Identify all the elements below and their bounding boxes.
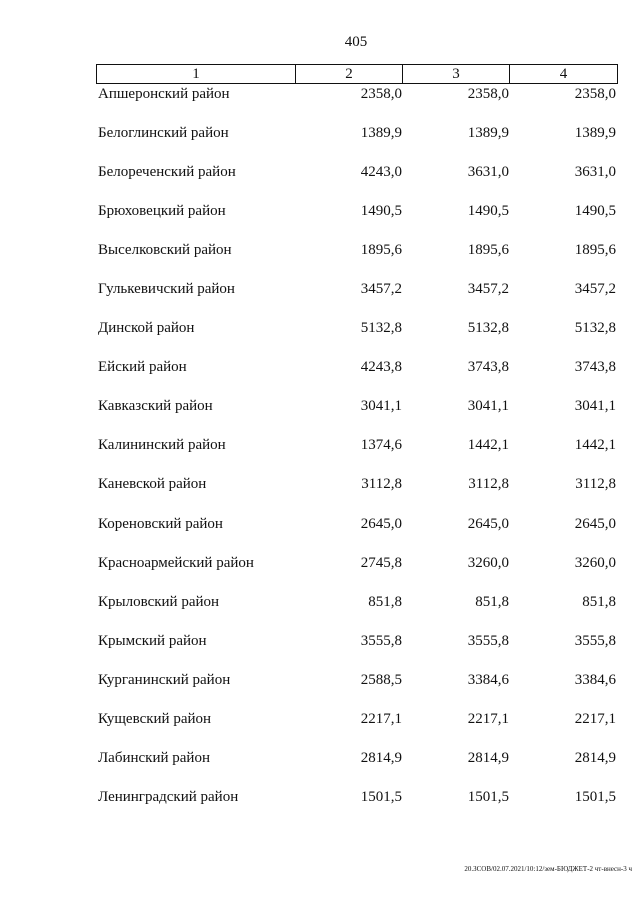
district-name: Каневской район [98, 476, 207, 493]
header-col-3: 3 [403, 65, 510, 84]
value-col-2: 2217,1 [360, 710, 402, 727]
column-header-table [96, 64, 618, 84]
district-name: Белореченский район [98, 164, 236, 181]
value-col-4: 3112,8 [575, 476, 616, 493]
data-rows [0, 84, 640, 826]
value-col-2: 3555,8 [360, 632, 402, 649]
value-col-4: 2814,9 [574, 749, 616, 766]
table-row [0, 84, 640, 123]
value-col-3: 1895,6 [467, 242, 509, 259]
header-col-4: 4 [510, 65, 618, 84]
value-col-4: 1442,1 [574, 437, 616, 454]
district-name: Лабинский район [98, 749, 210, 766]
district-name: Гулькевичский район [98, 281, 235, 298]
district-name: Курганинский район [98, 671, 231, 688]
table-row [0, 474, 640, 513]
value-col-2: 3041,1 [360, 398, 402, 415]
value-col-4: 2358,0 [574, 86, 616, 102]
value-col-3: 3555,8 [467, 632, 509, 649]
district-name: Ейский район [98, 359, 187, 376]
value-col-4: 5132,8 [574, 320, 616, 337]
value-col-3: 5132,8 [467, 320, 509, 337]
district-name: Кавказский район [98, 398, 213, 415]
value-col-3: 2645,0 [467, 515, 509, 532]
value-col-2: 851,8 [368, 593, 402, 610]
value-col-2: 3457,2 [360, 281, 402, 298]
value-col-3: 1490,5 [467, 203, 509, 220]
table-row [0, 670, 640, 709]
header-col-2: 2 [296, 65, 403, 84]
value-col-4: 851,8 [582, 593, 616, 610]
value-col-3: 3457,2 [467, 281, 509, 298]
table-row [0, 592, 640, 631]
value-col-2: 1501,5 [360, 788, 402, 805]
value-col-4: 1389,9 [574, 125, 616, 142]
district-name: Белоглинский район [98, 125, 229, 142]
value-col-4: 3041,1 [574, 398, 616, 415]
district-name: Крымский район [98, 632, 207, 649]
district-name: Калининский район [98, 437, 226, 454]
table-row [0, 279, 640, 318]
value-col-2: 4243,8 [360, 359, 402, 376]
value-col-3: 1501,5 [467, 788, 509, 805]
table-row [0, 201, 640, 240]
district-name: Ленинградский район [98, 788, 239, 805]
table-row [0, 318, 640, 357]
district-name: Брюховецкий район [98, 203, 226, 220]
value-col-2: 2814,9 [360, 749, 402, 766]
value-col-2: 1389,9 [360, 125, 402, 142]
value-col-3: 851,8 [475, 593, 509, 610]
value-col-4: 3260,0 [574, 554, 616, 571]
district-name: Крыловский район [98, 593, 220, 610]
value-col-3: 2358,0 [467, 86, 509, 102]
footer-document-code: 20.ЗСОВ/02.07.2021/10:12/зем-БЮДЖЕТ-2 чт-внесн-3 ч [464, 865, 632, 873]
value-col-4: 3743,8 [574, 359, 616, 376]
value-col-2: 4243,0 [360, 164, 402, 181]
value-col-2: 1895,6 [360, 242, 402, 259]
district-name: Кущевский район [98, 710, 212, 727]
value-col-4: 3384,6 [574, 671, 616, 688]
value-col-4: 1895,6 [574, 242, 616, 259]
district-name: Выселковский район [98, 242, 232, 259]
table-row [0, 553, 640, 592]
value-col-3: 3112,8 [468, 476, 509, 493]
value-col-3: 1389,9 [467, 125, 509, 142]
table-row [0, 357, 640, 396]
header-row [97, 65, 618, 84]
table-row [0, 514, 640, 553]
value-col-2: 2588,5 [360, 671, 402, 688]
table-row [0, 162, 640, 201]
value-col-2: 2745,8 [360, 554, 402, 571]
header-col-1: 1 [97, 65, 296, 84]
value-col-3: 2217,1 [467, 710, 509, 727]
value-col-4: 1501,5 [574, 788, 616, 805]
table-row [0, 709, 640, 748]
table-row [0, 435, 640, 474]
table-row [0, 631, 640, 670]
page-number: 405 [344, 34, 368, 50]
value-col-4: 1490,5 [574, 203, 616, 220]
table-row [0, 748, 640, 787]
value-col-2: 1490,5 [360, 203, 402, 220]
value-col-3: 2814,9 [467, 749, 509, 766]
value-col-2: 2645,0 [360, 515, 402, 532]
table-row [0, 123, 640, 162]
value-col-4: 3555,8 [574, 632, 616, 649]
value-col-4: 3457,2 [574, 281, 616, 298]
value-col-2: 3112,8 [361, 476, 402, 493]
value-col-3: 3260,0 [467, 554, 509, 571]
value-col-3: 3041,1 [467, 398, 509, 415]
value-col-4: 2217,1 [574, 710, 616, 727]
value-col-2: 1374,6 [360, 437, 402, 454]
table-row [0, 396, 640, 435]
district-name: Кореновский район [98, 515, 223, 532]
value-col-4: 3631,0 [574, 164, 616, 181]
district-name: Красноармейский район [98, 554, 254, 571]
value-col-3: 1442,1 [467, 437, 509, 454]
table-row [0, 240, 640, 279]
table-row [0, 787, 640, 826]
value-col-3: 3743,8 [467, 359, 509, 376]
value-col-4: 2645,0 [574, 515, 616, 532]
district-name: Динской район [98, 320, 195, 337]
value-col-2: 2358,0 [360, 86, 402, 102]
value-col-3: 3631,0 [467, 164, 509, 181]
value-col-2: 5132,8 [360, 320, 402, 337]
value-col-3: 3384,6 [467, 671, 509, 688]
district-name: Апшеронский район [98, 86, 230, 102]
